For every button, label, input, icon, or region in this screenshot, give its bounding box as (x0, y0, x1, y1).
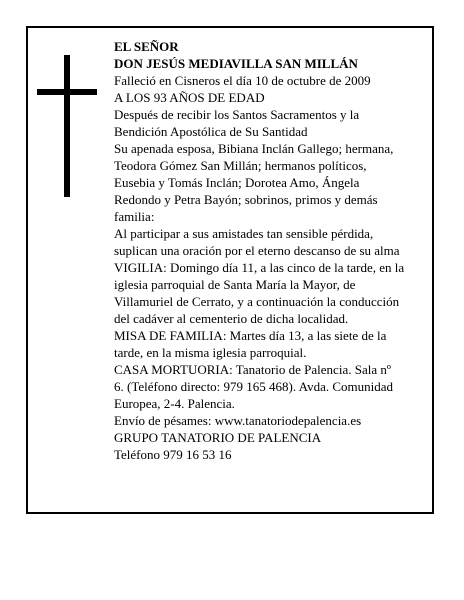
vigil-line: VIGILIA: Domingo día 11, a las cinco de la tarde, en la (114, 260, 405, 275)
vigil-line: Villamuriel de Cerrato, y a continuación la conducción (114, 294, 400, 309)
title-line: EL SEÑOR (114, 39, 179, 54)
condolences-line: Envío de pésames: www.tanatoriodepalencia.es (114, 413, 362, 428)
funeral-home-line: CASA MORTUORIA: Tanatorio de Palencia. Sala nº (114, 362, 391, 377)
family-line: Eusebia y Tomás Inclán; Dorotea Amo, Ángela (114, 175, 360, 190)
family-line: Redondo y Petra Bayón; sobrinos, primos y demás (114, 192, 378, 207)
age-line: A LOS 93 AÑOS DE EDAD (114, 90, 265, 105)
funeral-group-name: GRUPO TANATORIO DE PALENCIA (114, 430, 322, 445)
prayer-request-line: Al participar a sus amistades tan sensible pérdida, (114, 226, 374, 241)
death-date-line: Falleció en Cisneros el día 10 de octubre de 2009 (114, 73, 371, 88)
family-line: familia: (114, 209, 155, 224)
funeral-group-phone: Teléfono 979 16 53 16 (114, 447, 232, 462)
obituary-text (114, 38, 426, 463)
family-mass-line: tarde, en la misma iglesia parroquial. (114, 345, 307, 360)
family-mass-line: MISA DE FAMILIA: Martes día 13, a las siete de la (114, 328, 387, 343)
sacraments-line: Después de recibir los Santos Sacramentos y la (114, 107, 360, 122)
prayer-request-line: suplican una oración por el eterno descanso de su alma (114, 243, 400, 258)
sacraments-line: Bendición Apostólica de Su Santidad (114, 124, 308, 139)
cross-icon (37, 55, 97, 197)
cross-vertical-bar (64, 55, 70, 197)
funeral-home-line: 6. (Teléfono directo: 979 165 468). Avda. Comunidad (114, 379, 394, 394)
vigil-line: iglesia parroquial de Santa María la Mayor, de (114, 277, 356, 292)
funeral-home-line: Europea, 2-4. Palencia. (114, 396, 235, 411)
deceased-name: DON JESÚS MEDIAVILLA SAN MILLÁN (114, 56, 358, 71)
cross-horizontal-bar (37, 89, 97, 95)
family-line: Su apenada esposa, Bibiana Inclán Gallego; hermana, (114, 141, 394, 156)
family-line: Teodora Gómez San Millán; hermanos políticos, (114, 158, 367, 173)
vigil-line: del cadáver al cementerio de dicha localidad. (114, 311, 349, 326)
